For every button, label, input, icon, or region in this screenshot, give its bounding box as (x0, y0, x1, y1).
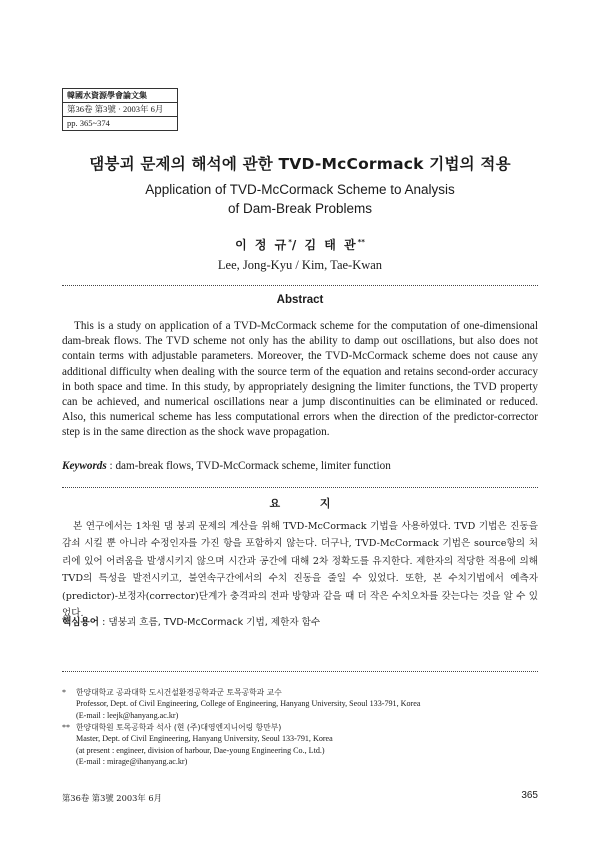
korean-keywords-label: 핵심용어 (62, 617, 100, 628)
summary-heading: 요 지 (269, 497, 349, 510)
korean-keywords-text: 댐붕괴 흐름, TVD-McCormack 기법, 제한자 함수 (108, 617, 321, 628)
korean-authors (0, 236, 600, 253)
footnote-email: (E-mail : leejk@hanyang.ac.kr) (76, 710, 179, 720)
journal-name: 韓國水資源學會論文集 (63, 89, 177, 103)
footnote-line: Master, Dept. of Civil Engineering, Hanyang University, Seoul 133-791, Korea (76, 734, 333, 744)
footnote-korean: 한양대학교 공과대학 도시건설환경공학과군 토목공학과 교수 (76, 688, 282, 697)
author-separator: / (291, 238, 305, 252)
dotted-divider (62, 285, 538, 286)
keywords-text: dam-break flows, TVD-McCormack scheme, limiter function (115, 460, 391, 472)
abstract-text: This is a study on application of a TVD-McCormack scheme for the computation of one-dimensional dam-break flows. The TVD scheme not only has the ability to damp out oscillations, but also does not contain terms with adjustable parameters. Moreover, the TVD-McCormack scheme does not cause any additional difficulty when dealing with the source term of the equation and retains second-order accuracy in both space and time. In this study, by appropriately designing the limiter functions, the TVD property can be achieved, and numerical oscillations near a jump discontinuities can be eliminated or reduced. Also, this numerical scheme has less computational errors when the direction of the predictor-corrector step is in the same direction as the shock wave propagation. (62, 320, 538, 439)
footnote-mark: ** (62, 723, 71, 732)
footer-journal-issue: 第36卷 第3號 2003年 6月 (62, 793, 162, 803)
author-1-mark: * (288, 238, 292, 246)
footnote-email: (E-mail : mirage@ihanyang.ac.kr) (76, 757, 188, 767)
dotted-divider (62, 671, 538, 672)
keywords-separator: : (106, 460, 116, 472)
journal-info-box (62, 88, 178, 131)
english-title-line-1: Application of TVD-McCormack Scheme to Analysis (145, 182, 455, 197)
dotted-divider (62, 487, 538, 488)
keywords-label: Keywords (62, 460, 107, 472)
korean-title: 댐붕괴 문제의 해석에 관한 TVD-McCormack 기법의 적용 (89, 155, 511, 173)
journal-issue: 第36卷 第3號 · 2003年 6月 (63, 103, 177, 117)
korean-keywords-separator: : (99, 617, 109, 628)
author-2-mark: ** (357, 238, 365, 246)
footnote (62, 687, 542, 721)
footnote-line: Professor, Dept. of Civil Engineering, College of Engineering, Hanyang University, Seoul 133-791, Korea (76, 699, 421, 709)
page-number: 365 (521, 790, 538, 801)
footnote (62, 722, 542, 768)
summary-text: 본 연구에서는 1차원 댐 붕괴 문제의 계산을 위해 TVD-McCormack 기법을 사용하였다. TVD 기법은 진동을 감쇠 시킬 뿐 아니라 수정인자를 가진 항을 포함하지 않는다. 더구나, TVD-McCormack 기법은 source항의 처리에 있어 어려움을 발생시키지 않으며 시간과 공간에 대해 2차 정확도를 유지한다. 제한자의 적당한 적용에 의해 TVD의 특성을 발전시키고, 불연속구간에서의 수치 진동을 줄일 수 있었다. 또한, 본 수치기법에서 예측자(predictor)-보정자(corrector)단계가 충격파의 전파 방향과 같을 때 더 작은 수치오차를 갖는다는 것을 알 수 있었다. (62, 521, 538, 620)
footnote-korean: 한양대학원 토목공학과 석사 (현 (주)대영엔지니어링 항만부) (76, 723, 282, 732)
footnote-line: (at present : engineer, division of harbour, Dae-young Engineering Co., Ltd.) (76, 745, 325, 755)
abstract-heading: Abstract (276, 294, 324, 306)
english-authors: Lee, Jong-Kyu / Kim, Tae-Kwan (217, 258, 383, 272)
footnote-mark: * (62, 688, 67, 697)
author-2-korean: 김 태 관 (304, 238, 358, 252)
keywords-line (62, 460, 538, 472)
english-title-line-2: of Dam-Break Problems (227, 201, 373, 216)
journal-pages: pp. 365~374 (67, 118, 110, 128)
korean-keywords-line (62, 614, 538, 628)
author-1-korean: 이 정 규 (235, 238, 289, 252)
